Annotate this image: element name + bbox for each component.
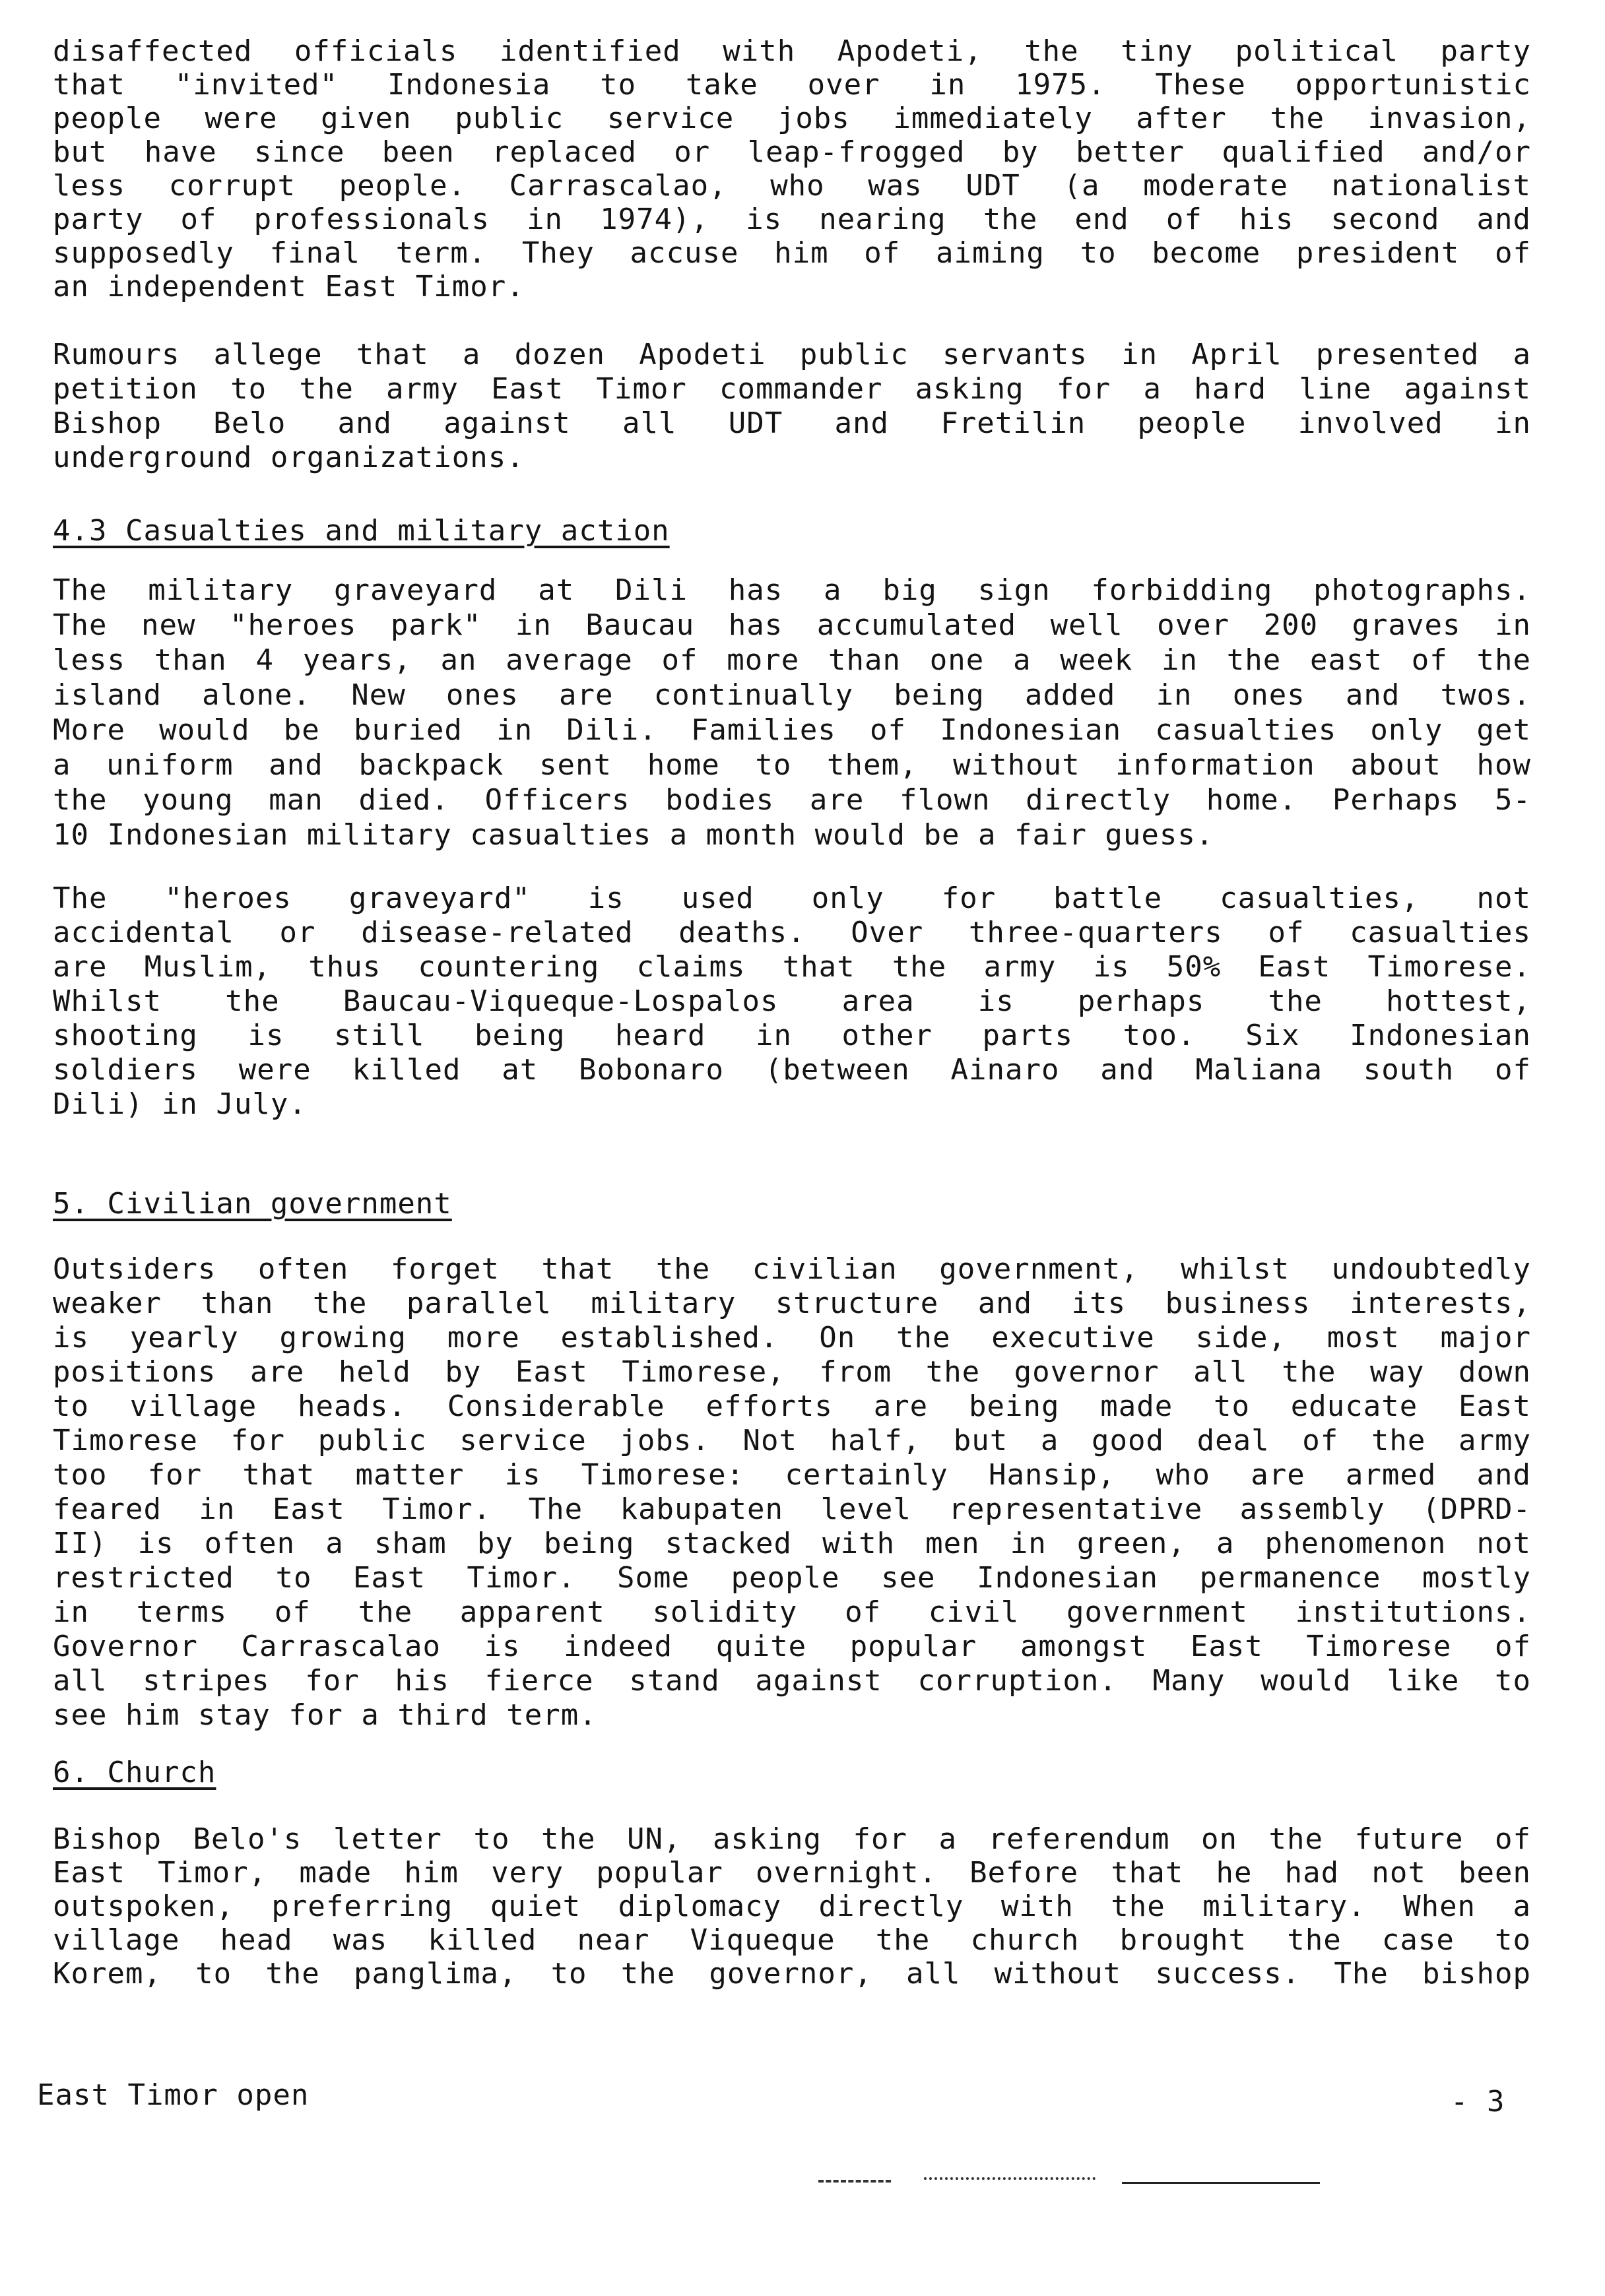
text-line: but have since been replaced or leap-frogged by better qualified and/or (53, 135, 1531, 169)
text-line: a uniform and backpack sent home to them, without information about how (53, 748, 1531, 782)
text-line: Outsiders often forget that the civilian government, whilst undoubtedly (53, 1252, 1531, 1286)
scan-dash-mark (818, 2180, 891, 2185)
paragraph-rumours (53, 338, 1531, 475)
text-line: Korem, to the panglima, to the governor, all without success. The bishop (53, 1957, 1531, 1991)
text-line: outspoken, preferring quiet diplomacy directly with the military. When a (53, 1890, 1531, 1923)
text-line: The "heroes graveyard" is used only for battle casualties, not (53, 881, 1531, 915)
text-line: 10 Indonesian military casualties a month would be a fair guess. (53, 818, 1214, 852)
text-line: in terms of the apparent solidity of civil government institutions. (53, 1595, 1531, 1629)
text-line: Whilst the Baucau-Viqueque-Lospalos area is perhaps the hottest, (53, 984, 1531, 1018)
text-line: shooting is still being heard in other parts too. Six Indonesian (53, 1019, 1531, 1052)
text-line: supposedly final term. They accuse him of aiming to become president of (53, 236, 1531, 270)
section-heading-civilian-government: 5. Civilian government (53, 1187, 452, 1221)
paragraph-civilian-government (53, 1252, 1531, 1733)
text-line: accidental or disease-related deaths. Over three-quarters of casualties (53, 916, 1531, 949)
text-line: restricted to East Timor. Some people see Indonesian permanence mostly (53, 1561, 1531, 1595)
text-line: is yearly growing more established. On the executive side, most major (53, 1321, 1531, 1355)
text-line: Governor Carrascalao is indeed quite popular amongst East Timorese of (53, 1630, 1531, 1663)
text-line: soldiers were killed at Bobonaro (between Ainaro and Maliana south of (53, 1053, 1531, 1087)
paragraph-military-graveyard (53, 573, 1531, 852)
text-line: Timorese for public service jobs. Not half, but a good deal of the army (53, 1424, 1531, 1457)
text-line: positions are held by East Timorese, from the governor all the way down (53, 1355, 1531, 1389)
text-line: petition to the army East Timor commander asking for a hard line against (53, 372, 1531, 406)
scan-horizontal-rule (1122, 2182, 1320, 2184)
text-line: to village heads. Considerable efforts are being made to educate East (53, 1389, 1531, 1423)
text-line: too for that matter is Timorese: certainly Hansip, who are armed and (53, 1458, 1531, 1492)
section-heading-church: 6. Church (53, 1756, 216, 1789)
text-line: village head was killed near Viqueque the church brought the case to (53, 1923, 1531, 1957)
text-line: East Timor, made him very popular overnight. Before that he had not been (53, 1856, 1531, 1890)
text-line: an independent East Timor. (53, 270, 525, 303)
paragraph-heroes-graveyard (53, 881, 1531, 1122)
text-line: all stripes for his fierce stand against corruption. Many would like to (53, 1664, 1531, 1698)
text-line: Bishop Belo's letter to the UN, asking for a referendum on the future of (53, 1822, 1531, 1856)
text-line: island alone. New ones are continually being added in ones and twos. (53, 678, 1531, 712)
text-line: Bishop Belo and against all UDT and Fretilin people involved in (53, 406, 1531, 440)
text-line: Dili) in July. (53, 1087, 307, 1121)
footer-title: East Timor open (37, 2078, 310, 2112)
text-line: are Muslim, thus countering claims that the army is 50% East Timorese. (53, 950, 1531, 984)
text-line: II) is often a sham by being stacked with men in green, a phenomenon not (53, 1527, 1531, 1560)
text-line: that "invited" Indonesia to take over in 1975. These opportunistic (53, 68, 1531, 102)
text-line: More would be buried in Dili. Families of Indonesian casualties only get (53, 713, 1531, 747)
page-number: - 3 (1451, 2085, 1505, 2119)
text-line: Rumours allege that a dozen Apodeti public servants in April presented a (53, 338, 1531, 371)
text-line: underground organizations. (53, 441, 525, 474)
text-line: party of professionals in 1974), is nearing the end of his second and (53, 203, 1531, 236)
text-line: disaffected officials identified with Apodeti, the tiny political party (53, 34, 1531, 68)
paragraph-bishop-belo (53, 1822, 1531, 1991)
text-line: see him stay for a third term. (53, 1698, 597, 1732)
paragraph-apodeti-officials (53, 34, 1531, 303)
text-line: The new "heroes park" in Baucau has accumulated well over 200 graves in (53, 608, 1531, 642)
text-line: less than 4 years, an average of more than one a week in the east of the (53, 643, 1531, 677)
text-line: weaker than the parallel military structure and its business interests, (53, 1287, 1531, 1320)
text-line: less corrupt people. Carrascalao, who was UDT (a moderate nationalist (53, 169, 1531, 203)
text-line: the young man died. Officers bodies are flown directly home. Perhaps 5- (53, 783, 1531, 817)
scan-dotted-mark (924, 2177, 1096, 2183)
section-heading-casualties: 4.3 Casualties and military action (53, 514, 670, 548)
text-line: The military graveyard at Dili has a big sign forbidding photographs. (53, 573, 1531, 607)
text-line: feared in East Timor. The kabupaten level representative assembly (DPRD- (53, 1492, 1531, 1526)
text-line: people were given public service jobs immediately after the invasion, (53, 102, 1531, 135)
